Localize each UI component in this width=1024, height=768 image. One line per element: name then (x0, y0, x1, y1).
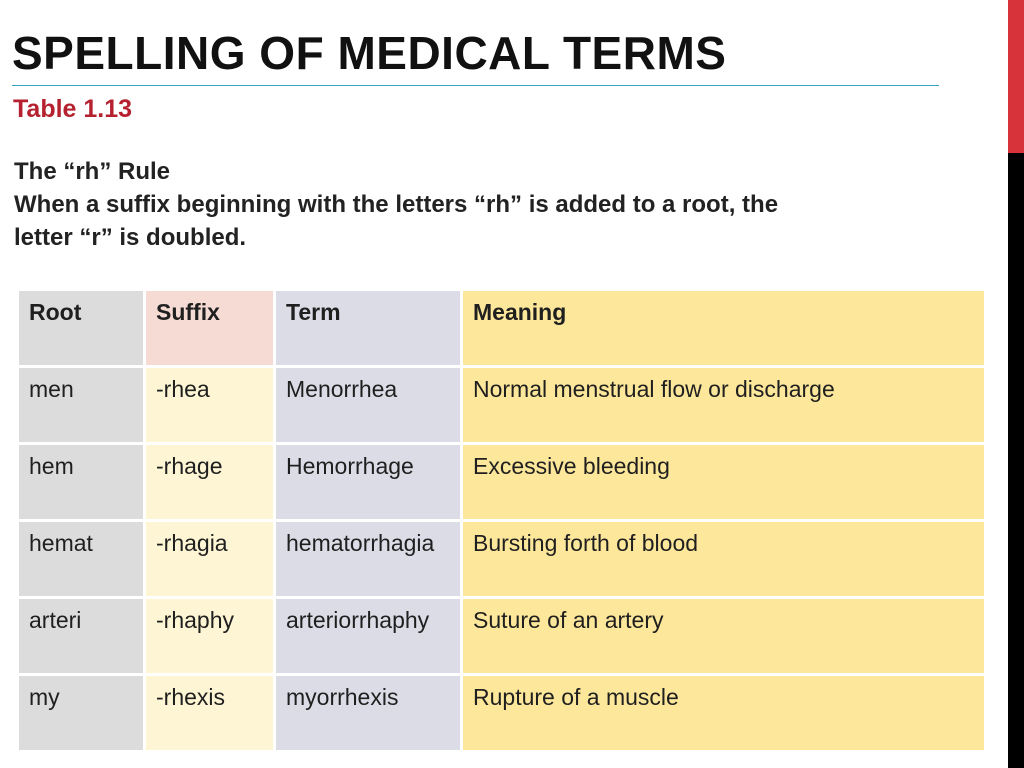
cell-suffix: -rhaphy (146, 599, 273, 673)
table-row (19, 599, 984, 673)
side-accent-bar-red (1008, 0, 1024, 153)
cell-root: men (19, 368, 143, 442)
table-header-row (19, 291, 984, 365)
slide-title: SPELLING OF MEDICAL TERMS (12, 27, 727, 79)
cell-meaning: Bursting forth of blood (463, 522, 984, 596)
title-underline (12, 85, 939, 86)
table-caption: Table 1.13 (13, 95, 133, 123)
cell-suffix: -rhagia (146, 522, 273, 596)
rule-text-line-1: When a suffix beginning with the letters “rh” is added to a root, the (14, 191, 779, 218)
table-row (19, 522, 984, 596)
cell-root: arteri (19, 599, 143, 673)
cell-term: Menorrhea (276, 368, 460, 442)
cell-meaning: Normal menstrual flow or discharge (463, 368, 984, 442)
header-meaning: Meaning (463, 291, 984, 365)
header-root: Root (19, 291, 143, 365)
rule-heading: The “rh” Rule (14, 158, 171, 185)
table-row (19, 368, 984, 442)
cell-suffix: -rhea (146, 368, 273, 442)
cell-term: Hemorrhage (276, 445, 460, 519)
rule-description (14, 155, 944, 254)
cell-term: hematorrhagia (276, 522, 460, 596)
rule-text-line-2: letter “r” is doubled. (14, 224, 247, 251)
cell-root: hemat (19, 522, 143, 596)
cell-meaning: Excessive bleeding (463, 445, 984, 519)
header-term: Term (276, 291, 460, 365)
medical-terms-table (16, 288, 987, 753)
table-row (19, 676, 984, 750)
cell-suffix: -rhage (146, 445, 273, 519)
cell-term: arteriorrhaphy (276, 599, 460, 673)
cell-root: hem (19, 445, 143, 519)
cell-root: my (19, 676, 143, 750)
cell-meaning: Suture of an artery (463, 599, 984, 673)
cell-term: myorrhexis (276, 676, 460, 750)
cell-suffix: -rhexis (146, 676, 273, 750)
header-suffix: Suffix (146, 291, 273, 365)
table-row (19, 445, 984, 519)
cell-meaning: Rupture of a muscle (463, 676, 984, 750)
